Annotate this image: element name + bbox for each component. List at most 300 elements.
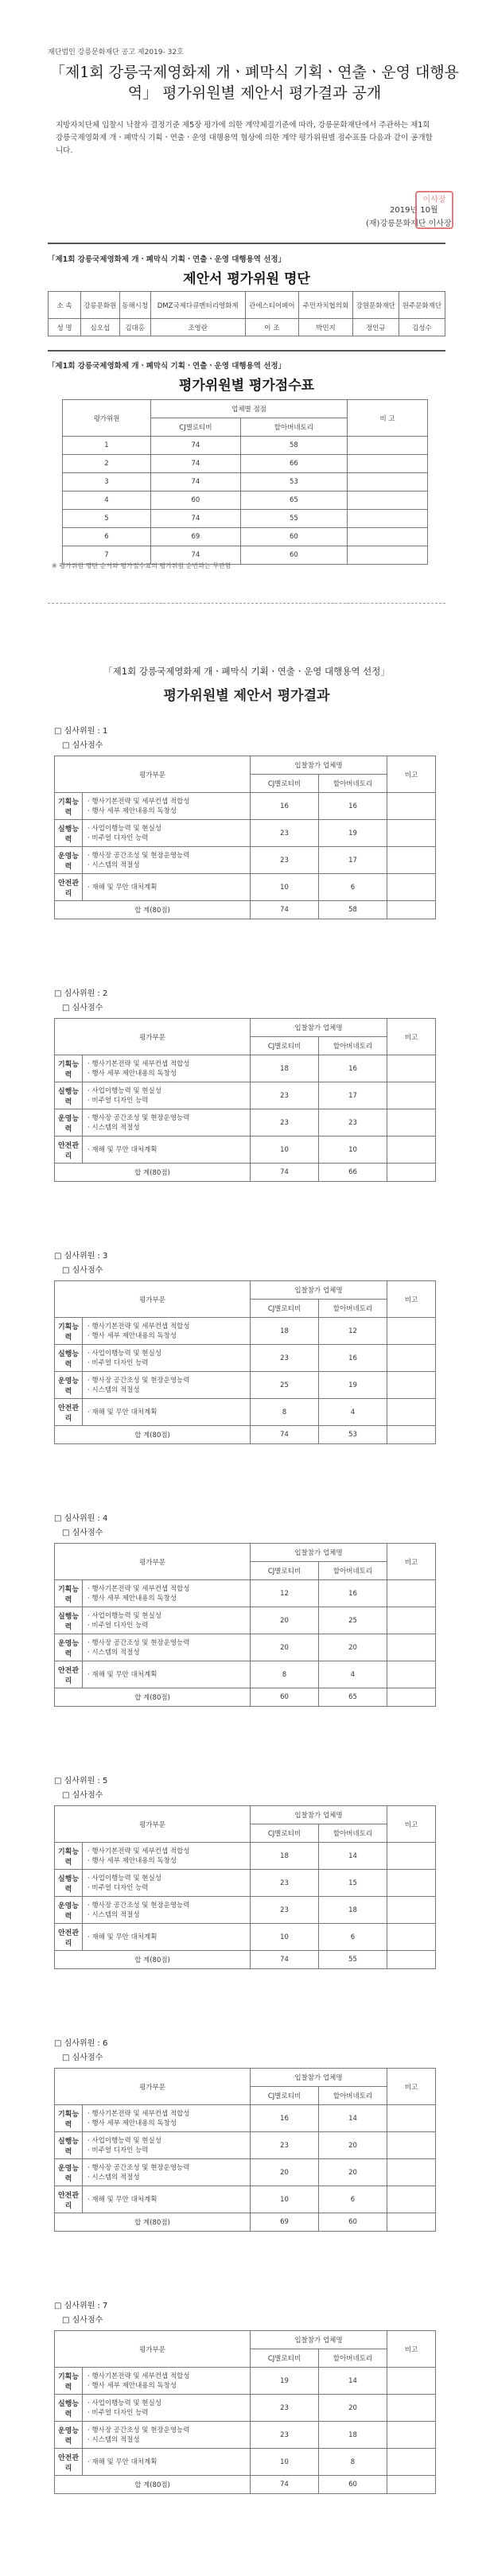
score-note (387, 2422, 436, 2449)
score-b: 20 (319, 2395, 387, 2422)
category-label: 운영능력 (55, 1634, 83, 1661)
page-break (48, 603, 445, 604)
score-a: 23 (251, 2422, 319, 2449)
table-row (55, 1897, 436, 1924)
category-label: 기획능력 (55, 2105, 83, 2132)
score-note (387, 2449, 436, 2476)
category-label: 실행능력 (55, 1082, 83, 1109)
roster-name: 심오섭 (81, 319, 120, 336)
score-b: 16 (319, 1580, 387, 1607)
total-label: 합 계(80점) (55, 1688, 251, 1707)
header-bidder-b: 할아버네토리 (319, 1562, 387, 1580)
header-bidder-b: 할아버네토리 (319, 1300, 387, 1318)
header-bidder-a: CJ별로티비 (251, 1300, 319, 1318)
score-b: 6 (319, 1924, 387, 1951)
notice-org: (재)강릉문화재단 이사장 (366, 220, 452, 228)
category-desc: · 사업이행능력 및 현실성 · 비주얼 디자인 능력 (83, 1082, 251, 1109)
category-desc: · 행사기본전략 및 세부컨셉 적합성 · 행사 세부 제안내용의 독창성 (83, 2368, 251, 2395)
member-no: 7 (63, 546, 151, 565)
score-note (387, 1055, 436, 1082)
header-line: 재단법인 강릉문화재단 공고 제2019- 32호 (48, 49, 184, 56)
total-b: 58 (319, 901, 387, 919)
category-label: 기획능력 (55, 793, 83, 820)
score-b: 4 (319, 1661, 387, 1688)
score-note (348, 473, 428, 491)
header-note: 비고 (387, 756, 436, 793)
header-note: 비고 (387, 2331, 436, 2368)
score-header-member: 평가위원 (63, 400, 151, 437)
category-label: 안전관리 (55, 2449, 83, 2476)
category-label: 안전관리 (55, 1136, 83, 1164)
header-item: 평가부문 (55, 1019, 251, 1055)
total-row (55, 2213, 436, 2232)
total-b: 66 (319, 1164, 387, 1182)
score-b: 15 (319, 1870, 387, 1897)
category-desc: · 행사장 공간조성 및 현장운영능력 · 시스템의 적절성 (83, 2422, 251, 2449)
table-row (63, 455, 428, 473)
roster-affiliation: 강원문화재단 (352, 292, 399, 319)
total-row (55, 1951, 436, 1969)
header-bidders: 입찰참가 업체명 (251, 1806, 387, 1824)
score-a: 23 (251, 2132, 319, 2159)
score-a: 16 (251, 2105, 319, 2132)
score-a: 10 (251, 2186, 319, 2213)
total-label: 합 계(80점) (55, 1951, 251, 1969)
category-desc: · 행사기본전략 및 세부컨셉 적합성 · 행사 세부 제안내용의 독창성 (83, 2105, 251, 2132)
member-score-table (54, 2330, 436, 2494)
results-title: 평가위원별 제안서 평가결과 (163, 688, 330, 704)
score-b: 60 (240, 528, 347, 546)
category-desc: · 행사기본전략 및 세부컨셉 적합성 · 행사 세부 제안내용의 독창성 (83, 1318, 251, 1345)
total-b: 60 (319, 2213, 387, 2232)
score-a: 18 (251, 1843, 319, 1870)
score-b: 20 (319, 2159, 387, 2186)
header-bidders: 입찰참가 업체명 (251, 2069, 387, 2087)
member-score-table (54, 2068, 436, 2232)
member-score-table (54, 756, 436, 919)
score-a: 23 (251, 2395, 319, 2422)
table-row (55, 1109, 436, 1136)
category-label: 운영능력 (55, 1897, 83, 1924)
score-a: 74 (151, 437, 241, 455)
category-label: 운영능력 (55, 1109, 83, 1136)
category-desc: · 행사기본전략 및 세부컨셉 적합성 · 행사 세부 제안내용의 독창성 (83, 1843, 251, 1870)
category-label: 안전관리 (55, 1661, 83, 1688)
score-a: 8 (251, 1661, 319, 1688)
category-desc: · 행사기본전략 및 세부컨셉 적합성 · 행사 세부 제안내용의 독창성 (83, 793, 251, 820)
score-b: 20 (319, 1634, 387, 1661)
score-note (387, 1109, 436, 1136)
category-label: 운영능력 (55, 2422, 83, 2449)
category-desc: · 행사기본전략 및 세부컨셉 적합성 · 행사 세부 제안내용의 독창성 (83, 1580, 251, 1607)
score-note (387, 1399, 436, 1426)
table-row (63, 491, 428, 510)
total-b: 65 (319, 1688, 387, 1707)
score-a: 10 (251, 874, 319, 901)
category-label: 운영능력 (55, 2159, 83, 2186)
member-score-table (54, 1018, 436, 1182)
roster-divider (48, 243, 445, 244)
header-bidders: 입찰참가 업체명 (251, 1544, 387, 1562)
score-note (387, 1870, 436, 1897)
score-b: 55 (240, 510, 347, 528)
table-row (55, 2422, 436, 2449)
member-no: 2 (63, 455, 151, 473)
category-label: 실행능력 (55, 1345, 83, 1372)
table-row (55, 1399, 436, 1426)
score-table (62, 399, 428, 565)
category-desc: · 재해 및 무안 대처계획 (83, 1924, 251, 1951)
total-label: 합 계(80점) (55, 1164, 251, 1182)
score-note (387, 874, 436, 901)
score-note (348, 455, 428, 473)
category-label: 실행능력 (55, 2132, 83, 2159)
score-note (387, 2186, 436, 2213)
table-row (55, 1082, 436, 1109)
score-a: 12 (251, 1580, 319, 1607)
roster-table (48, 291, 445, 336)
score-a: 23 (251, 1870, 319, 1897)
total-a: 74 (251, 1951, 319, 1969)
score-note (387, 820, 436, 847)
header-bidder-b: 할아버네토리 (319, 2349, 387, 2368)
score-b: 16 (319, 793, 387, 820)
score-b: 19 (319, 1372, 387, 1399)
member-title: □ 심사위원 : 2 (54, 989, 108, 998)
table-row (63, 528, 428, 546)
total-row (55, 1688, 436, 1707)
header-note: 비고 (387, 1544, 436, 1580)
category-label: 안전관리 (55, 1399, 83, 1426)
score-b: 16 (319, 1055, 387, 1082)
category-label: 안전관리 (55, 874, 83, 901)
table-row (55, 1607, 436, 1634)
score-header-bidder-b: 할아버네토리 (240, 418, 347, 437)
header-bidder-b: 할아버네토리 (319, 2087, 387, 2105)
total-note (387, 1426, 436, 1444)
header-bidders: 입찰참가 업체명 (251, 1281, 387, 1300)
category-label: 안전관리 (55, 2186, 83, 2213)
table-row (55, 2132, 436, 2159)
category-desc: · 행사장 공간조성 및 현장운영능력 · 시스템의 적절성 (83, 1109, 251, 1136)
score-note (348, 528, 428, 546)
total-note (387, 1688, 436, 1707)
score-note (387, 1372, 436, 1399)
table-row (55, 1924, 436, 1951)
results-subtitle: 「제1회 강릉국제영화제 개ㆍ폐막식 기획ㆍ연출ㆍ운영 대행용역 선정」 (103, 666, 390, 677)
category-desc: · 사업이행능력 및 현실성 · 비주얼 디자인 능력 (83, 820, 251, 847)
section-label: □ 심사점수 (62, 741, 103, 750)
score-b: 58 (240, 437, 347, 455)
table-row (55, 1318, 436, 1345)
total-b: 55 (319, 1951, 387, 1969)
total-note (387, 1164, 436, 1182)
roster-affiliation: 주민자치협의회 (299, 292, 353, 319)
header-item: 평가부문 (55, 1281, 251, 1318)
total-note (387, 2476, 436, 2494)
table-row (55, 1372, 436, 1399)
score-b: 16 (319, 1345, 387, 1372)
score-note (387, 2395, 436, 2422)
total-row (55, 1164, 436, 1182)
score-b: 6 (319, 874, 387, 901)
total-a: 74 (251, 1164, 319, 1182)
total-label: 합 계(80점) (55, 901, 251, 919)
header-item: 평가부문 (55, 1544, 251, 1580)
score-note (348, 510, 428, 528)
table-row (55, 1055, 436, 1082)
category-desc: · 사업이행능력 및 현실성 · 비주얼 디자인 능력 (83, 1345, 251, 1372)
table-row (55, 1870, 436, 1897)
table-row (55, 1843, 436, 1870)
score-b: 12 (319, 1318, 387, 1345)
score-a: 18 (251, 1318, 319, 1345)
roster-name: 조영란 (150, 319, 245, 336)
header-item: 평가부문 (55, 756, 251, 793)
category-label: 운영능력 (55, 847, 83, 874)
score-a: 23 (251, 1897, 319, 1924)
category-label: 실행능력 (55, 1870, 83, 1897)
roster-affiliation: DMZ국제다큐멘터리영화제 (150, 292, 245, 319)
roster-affiliation: 원주문화재단 (399, 292, 445, 319)
roster-name: 정인규 (352, 319, 399, 336)
score-a: 60 (151, 491, 241, 510)
header-bidder-a: CJ별로티비 (251, 2349, 319, 2368)
category-desc: · 재해 및 무안 대처계획 (83, 874, 251, 901)
category-desc: · 재해 및 무안 대처계획 (83, 1399, 251, 1426)
score-a: 10 (251, 2449, 319, 2476)
roster-name: 이 조 (245, 319, 299, 336)
category-label: 기획능력 (55, 1843, 83, 1870)
header-bidder-a: CJ별로티비 (251, 2087, 319, 2105)
member-title: □ 심사위원 : 3 (54, 1252, 108, 1261)
category-desc: · 행사기본전략 및 세부컨셉 적합성 · 행사 세부 제안내용의 독창성 (83, 1055, 251, 1082)
category-desc: · 재해 및 무안 대처계획 (83, 2186, 251, 2213)
member-score-table (54, 1543, 436, 1707)
score-a: 16 (251, 793, 319, 820)
category-desc: · 사업이행능력 및 현실성 · 비주얼 디자인 능력 (83, 1607, 251, 1634)
table-row (55, 1580, 436, 1607)
category-label: 실행능력 (55, 1607, 83, 1634)
score-note (387, 1082, 436, 1109)
total-b: 53 (319, 1426, 387, 1444)
score-a: 74 (151, 473, 241, 491)
score-b: 60 (240, 546, 347, 565)
table-row (55, 793, 436, 820)
score-a: 20 (251, 1607, 319, 1634)
score-note (387, 1318, 436, 1345)
score-b: 65 (240, 491, 347, 510)
total-row (55, 2476, 436, 2494)
table-row (55, 2186, 436, 2213)
header-note: 비고 (387, 1806, 436, 1843)
total-a: 74 (251, 1426, 319, 1444)
category-label: 기획능력 (55, 1580, 83, 1607)
category-label: 실행능력 (55, 820, 83, 847)
score-subtitle: 「제1회 강릉국제영화제 개ㆍ폐막식 기획ㆍ연출ㆍ운영 대행용역 선정」 (48, 362, 286, 371)
score-b: 4 (319, 1399, 387, 1426)
score-note (387, 1136, 436, 1164)
total-a: 60 (251, 1688, 319, 1707)
score-note (387, 1345, 436, 1372)
table-row (55, 1634, 436, 1661)
total-row (55, 1426, 436, 1444)
notice-page (0, 0, 490, 573)
table-row (55, 2449, 436, 2476)
score-note-text: ※ 평가위원 명단 순서와 평가점수표의 평가위원 순번과는 무관함 (52, 562, 231, 569)
header-bidder-b: 할아버네토리 (319, 1037, 387, 1055)
score-note (387, 793, 436, 820)
header-note: 비고 (387, 2069, 436, 2105)
roster-name: 김성수 (399, 319, 445, 336)
table-row (55, 874, 436, 901)
total-note (387, 901, 436, 919)
category-desc: · 사업이행능력 및 현실성 · 비주얼 디자인 능력 (83, 2395, 251, 2422)
total-label: 합 계(80점) (55, 2213, 251, 2232)
score-note (387, 2159, 436, 2186)
roster-row-label: 소 속 (49, 292, 81, 319)
score-a: 10 (251, 1136, 319, 1164)
section-label: □ 심사점수 (62, 1791, 103, 1800)
score-note (387, 1607, 436, 1634)
score-a: 74 (151, 455, 241, 473)
section-label: □ 심사점수 (62, 1266, 103, 1275)
category-label: 기획능력 (55, 1318, 83, 1345)
member-title: □ 심사위원 : 1 (54, 727, 108, 736)
category-desc: · 재해 및 무안 대처계획 (83, 2449, 251, 2476)
score-b: 53 (240, 473, 347, 491)
score-a: 19 (251, 2368, 319, 2395)
score-header-bidder-a: CJ별로티비 (151, 418, 241, 437)
score-a: 8 (251, 1399, 319, 1426)
roster-row-label: 성 명 (49, 319, 81, 336)
header-bidder-b: 할아버네토리 (319, 775, 387, 793)
header-item: 평가부문 (55, 2069, 251, 2105)
header-bidder-b: 할아버네토리 (319, 1824, 387, 1843)
member-no: 5 (63, 510, 151, 528)
score-b: 14 (319, 1843, 387, 1870)
roster-subtitle: 「제1회 강릉국제영화제 개ㆍ폐막식 기획ㆍ연출ㆍ운영 대행용역 선정」 (48, 255, 286, 264)
score-a: 23 (251, 847, 319, 874)
table-row (55, 2395, 436, 2422)
category-desc: · 사업이행능력 및 현실성 · 비주얼 디자인 능력 (83, 1870, 251, 1897)
header-bidders: 입찰참가 업체명 (251, 1019, 387, 1037)
score-b: 17 (319, 847, 387, 874)
category-desc: · 행사장 공간조성 및 현장운영능력 · 시스템의 적절성 (83, 1634, 251, 1661)
score-b: 17 (319, 1082, 387, 1109)
total-label: 합 계(80점) (55, 1426, 251, 1444)
total-label: 합 계(80점) (55, 2476, 251, 2494)
score-note (348, 437, 428, 455)
member-no: 3 (63, 473, 151, 491)
header-bidder-a: CJ별로티비 (251, 1824, 319, 1843)
table-row (63, 510, 428, 528)
score-note (387, 1924, 436, 1951)
category-desc: · 행사장 공간조성 및 현장운영능력 · 시스템의 적절성 (83, 2159, 251, 2186)
member-no: 6 (63, 528, 151, 546)
header-bidders: 입찰참가 업체명 (251, 2331, 387, 2349)
total-a: 69 (251, 2213, 319, 2232)
score-note (387, 1580, 436, 1607)
total-a: 74 (251, 901, 319, 919)
seal-stamp: 이사장 (415, 191, 453, 229)
total-b: 60 (319, 2476, 387, 2494)
score-b: 23 (319, 1109, 387, 1136)
header-bidder-a: CJ별로티비 (251, 775, 319, 793)
header-bidder-a: CJ별로티비 (251, 1037, 319, 1055)
score-note (387, 1843, 436, 1870)
score-b: 66 (240, 455, 347, 473)
score-a: 10 (251, 1924, 319, 1951)
score-a: 74 (151, 546, 241, 565)
roster-affiliation: 강릉문화원 (81, 292, 120, 319)
member-title: □ 심사위원 : 6 (54, 2039, 108, 2048)
category-label: 기획능력 (55, 2368, 83, 2395)
category-desc: · 행사장 공간조성 및 현장운영능력 · 시스템의 적절성 (83, 1897, 251, 1924)
score-header-note: 비 고 (348, 400, 428, 437)
total-row (55, 901, 436, 919)
table-row (55, 1661, 436, 1688)
table-row (55, 2105, 436, 2132)
header-note: 비고 (387, 1019, 436, 1055)
score-a: 23 (251, 1345, 319, 1372)
table-row (55, 1136, 436, 1164)
results-page (0, 620, 490, 2576)
notice-body: 지방자치단체 입찰시 낙찰자 결정기준 제5장 평가에 의한 계약체결기준에 따라, 강릉문화재단에서 주관하는 제1회 강릉국제영화제 개ㆍ폐막식 기획ㆍ연출ㆍ운영 대행용역 협상에 의한 계약 평가위원별 점수표를 다음과 같이 공개합니다. (56, 121, 433, 155)
score-a: 18 (251, 1055, 319, 1082)
total-note (387, 1951, 436, 1969)
member-title: □ 심사위원 : 5 (54, 1777, 108, 1785)
score-a: 20 (251, 1634, 319, 1661)
score-header-bidders: 업체별 점점 (151, 400, 348, 418)
score-b: 14 (319, 2105, 387, 2132)
header-note: 비고 (387, 1281, 436, 1318)
score-divider (48, 350, 445, 352)
header-bidder-a: CJ별로티비 (251, 1562, 319, 1580)
score-a: 25 (251, 1372, 319, 1399)
category-label: 실행능력 (55, 2395, 83, 2422)
roster-title: 제안서 평가위원 명단 (183, 271, 310, 287)
category-label: 안전관리 (55, 1924, 83, 1951)
notice-date: 2019년 10월 (390, 206, 438, 215)
score-a: 20 (251, 2159, 319, 2186)
score-a: 23 (251, 1109, 319, 1136)
total-a: 74 (251, 2476, 319, 2494)
score-b: 14 (319, 2368, 387, 2395)
section-label: □ 심사점수 (62, 1529, 103, 1537)
table-row (55, 2159, 436, 2186)
roster-affiliation: 동해시청 (119, 292, 150, 319)
roster-affiliation: 관에스티어페어 (245, 292, 299, 319)
member-score-table (54, 1280, 436, 1444)
score-note (348, 546, 428, 565)
total-note (387, 2213, 436, 2232)
table-row (55, 2368, 436, 2395)
table-row (55, 820, 436, 847)
category-label: 기획능력 (55, 1055, 83, 1082)
score-a: 23 (251, 820, 319, 847)
score-note (387, 1897, 436, 1924)
table-row (55, 1345, 436, 1372)
score-b: 19 (319, 820, 387, 847)
score-note (387, 1634, 436, 1661)
score-note (387, 2368, 436, 2395)
table-row (63, 473, 428, 491)
score-note (387, 847, 436, 874)
table-row (55, 847, 436, 874)
section-label: □ 심사점수 (62, 2053, 103, 2062)
category-desc: · 행사장 공간조성 및 현장운영능력 · 시스템의 적절성 (83, 847, 251, 874)
